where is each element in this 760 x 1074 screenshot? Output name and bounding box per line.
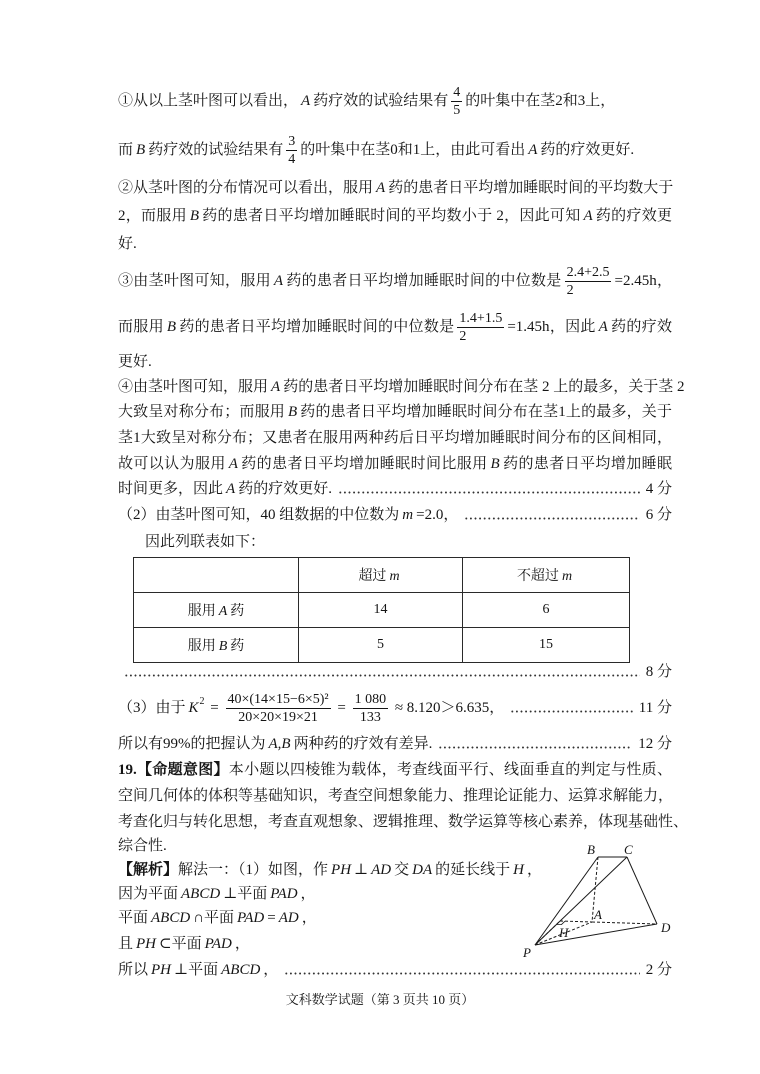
scored-line [118, 732, 672, 756]
text-run: 2，而服用 [118, 208, 187, 224]
dot-leader [338, 491, 640, 494]
math-variable: A [273, 273, 284, 289]
scored-line [118, 503, 672, 527]
text-run: 解法一：（1）如图，作 [178, 862, 329, 878]
text-run: 的叶集中在茎0和1上，由此可看出 [300, 142, 526, 158]
text-run: 空间几何体的体积等基础知识，考查空间想象能力、推理论证能力、运算求解能力， [118, 788, 674, 804]
text-line [118, 426, 672, 450]
contingency-table [133, 557, 630, 663]
text-run: 药的疗效更好. [540, 142, 635, 158]
superscript: 2 [199, 696, 205, 707]
text-run: 更好. [118, 354, 152, 370]
fraction [457, 311, 504, 344]
math-variable: B [189, 208, 200, 224]
text-run: ， [527, 862, 543, 878]
score-points: 8 分 [645, 664, 672, 680]
dot-leader [438, 746, 632, 749]
math-variable: A [301, 93, 311, 109]
math-variable: AD [371, 862, 392, 878]
fraction-numerator: 2.4+2.5 [566, 265, 610, 281]
text-run: 5 [377, 637, 384, 652]
text-run: ②从茎叶图的分布情况可以看出，服用 [118, 180, 374, 196]
math-variable: ABCD [221, 962, 261, 978]
text-line [118, 400, 672, 424]
dot-leader [124, 674, 640, 677]
table-cell [463, 628, 630, 663]
text-run: 交 [394, 862, 410, 878]
math-variable: A [583, 208, 593, 224]
text-run: 药疗效的试验结果有 [313, 93, 449, 109]
fraction [226, 692, 331, 725]
math-variable: PH [151, 962, 172, 978]
math-variable: B [166, 319, 177, 335]
fraction-denominator: 133 [353, 708, 389, 725]
text-run: ⊥平面 [223, 886, 268, 902]
math-variable: A [271, 379, 281, 395]
math-variable: m [389, 569, 400, 584]
text-line [118, 232, 672, 256]
text-run: 药的患者日平均增加睡眠时间的中位数是 [179, 319, 455, 335]
text-line [118, 452, 672, 476]
text-run: 综合性. [118, 838, 167, 854]
math-variable: PH [331, 862, 352, 878]
math-variable: B [287, 404, 298, 420]
text-line [118, 906, 518, 930]
text-line [118, 311, 672, 345]
text-run: 的延长线于 [435, 862, 511, 878]
text-run: 药 [230, 639, 245, 654]
dot-leader [510, 710, 632, 713]
text-run: ⊂平面 [159, 936, 202, 952]
math-variable: AD [278, 910, 299, 926]
text-line [118, 375, 685, 399]
text-run: （3）由于 [118, 700, 186, 716]
table-row [134, 593, 630, 628]
text-run: 药的患者日平均增加睡眠时间的平均数大于 [388, 180, 674, 196]
vertex-label-B: B [587, 842, 595, 857]
vertex-label-D: D [661, 920, 671, 935]
text-run: 服用 [187, 604, 216, 619]
table-header-cell [463, 558, 630, 593]
text-run: 且 [118, 936, 134, 952]
text-line [118, 134, 672, 168]
score-points: 12 分 [638, 736, 672, 752]
text-run: ， [300, 886, 316, 902]
edge-CD [627, 857, 657, 924]
math-variable: A,B [268, 736, 291, 752]
text-run: = [206, 700, 223, 716]
bold-heading: 【解析】 [118, 862, 179, 878]
table-header-cell [299, 558, 463, 593]
fraction-denominator: 5 [453, 103, 461, 119]
text-line [118, 932, 518, 956]
text-run: 的叶集中在茎2和3上， [465, 93, 616, 109]
text-run: 两种药的疗效有差异. [293, 736, 433, 752]
text-run: ③由茎叶图可知，服用 [118, 273, 271, 289]
table-cell [463, 593, 630, 628]
math-variable: A [376, 180, 386, 196]
fraction [286, 134, 297, 167]
score-points: 11 分 [638, 700, 672, 716]
math-variable: A [226, 481, 236, 497]
fraction-numerator: 3 [288, 134, 296, 150]
fraction-denominator: 20×20×19×21 [226, 708, 331, 725]
text-run: = [267, 910, 276, 926]
math-variable: B [136, 142, 146, 158]
math-variable: B [490, 456, 500, 472]
fraction [451, 85, 462, 118]
fraction-numerator: 1.4+1.5 [459, 311, 503, 327]
math-variable: A [218, 604, 228, 619]
text-run: ⊥平面 [174, 962, 219, 978]
text-run: 好. [118, 236, 137, 252]
table-header-row [134, 558, 630, 593]
text-run: ， [301, 910, 317, 926]
vertex-label-H: H [559, 925, 569, 940]
math-variable: A [598, 319, 608, 335]
text-run: 药的疗效更好. [238, 481, 332, 497]
text-run: =1.45h，因此 [507, 319, 596, 335]
text-run: ， [234, 936, 250, 952]
table-cell [299, 593, 463, 628]
text-run: 药的患者日平均增加睡眠时间分布在茎 2 上的最多，关于茎 2 [283, 379, 685, 395]
math-variable: PAD [237, 910, 265, 926]
text-run: ⊥ [354, 862, 369, 878]
text-run: 药疗效的试验结果有 [148, 142, 284, 158]
fraction-numerator: 4 [453, 85, 461, 101]
text-run: 15 [539, 637, 553, 652]
table-cell [299, 628, 463, 663]
text-run: 而 [118, 142, 134, 158]
text-run: 药的患者日平均增加睡眠时间的平均数小于 2，因此可知 [202, 208, 581, 224]
text-run: = [333, 700, 350, 716]
math-variable: PH [136, 936, 157, 952]
text-run: 药的患者日平均增加睡眠时间的中位数是 [286, 273, 562, 289]
text-run: 超过 [358, 569, 387, 584]
vertex-label-C: C [624, 842, 633, 857]
score-points: 6 分 [645, 507, 672, 523]
vertex-label-A: A [594, 907, 602, 922]
text-run: 大致呈对称分布；而服用 [118, 404, 285, 420]
score-points: 2 分 [645, 962, 672, 978]
math-variable: A [228, 456, 238, 472]
text-run: 药 [230, 604, 245, 619]
text-run: 药的患者日平均增加睡眠时间分布在茎1上的最多，关于 [300, 404, 672, 420]
scored-line [118, 477, 672, 501]
text-run: 因为平面 [118, 886, 179, 902]
text-line [118, 810, 689, 834]
text-run: （2）由茎叶图可知，40 组数据的中位数为 [118, 507, 400, 523]
dot-leader [284, 972, 639, 975]
text-run: 药的患者日平均增加睡眠时间比服用 [240, 456, 488, 472]
vertex-label-P: P [523, 945, 531, 960]
math-variable: ABCD [181, 886, 221, 902]
text-line [118, 85, 672, 119]
scored-line [118, 660, 672, 684]
text-line [118, 350, 672, 374]
score-points: 4 分 [645, 481, 672, 497]
fraction [565, 265, 612, 298]
text-run: 故可以认为服用 [118, 456, 226, 472]
dot-leader [464, 517, 639, 520]
pyramid-figure [515, 838, 680, 963]
math-variable: PAD [270, 886, 298, 902]
text-run: 所以 [118, 962, 149, 978]
text-run: 本小题以四棱锥为载体，考查线面平行、线面垂直的判定与性质、 [228, 762, 672, 778]
text-run: 平面 [118, 910, 149, 926]
text-run: ④由茎叶图可知，服用 [118, 379, 269, 395]
math-variable: PAD [204, 936, 232, 952]
text-run: 药的疗效 [610, 319, 672, 335]
math-variable: DA [412, 862, 433, 878]
text-line [118, 265, 672, 299]
text-run: ∩平面 [193, 910, 235, 926]
text-run: =2.0， [416, 507, 459, 523]
math-variable: H [513, 862, 525, 878]
fraction-numerator: 1 080 [354, 691, 387, 707]
table-cell [134, 628, 299, 663]
text-run: 药的患者日平均增加睡眠 [502, 456, 672, 472]
text-run: ≈ 8.120＞6.635， [391, 700, 505, 716]
text-run: 不超过 [516, 569, 559, 584]
text-run: 考查化归与转化思想，考查直观想象、逻辑推理、数学运算等核心素养，体现基础性、 [118, 814, 689, 830]
text-run: ， [263, 962, 279, 978]
fraction [353, 692, 389, 725]
text-run: 因此列联表如下： [145, 534, 266, 550]
math-variable: m [402, 507, 414, 523]
bold-heading: 19.【命题意图】 [118, 762, 229, 778]
fraction-denominator: 4 [288, 152, 296, 168]
math-variable: B [218, 639, 228, 654]
edge-AD-hidden [592, 922, 657, 924]
math-variable: K [188, 700, 199, 716]
text-line [118, 758, 672, 782]
scored-line [118, 691, 672, 725]
fraction-numerator: 40×(14×15−6×5)² [227, 691, 329, 707]
text-line [118, 176, 672, 200]
math-variable: A [528, 142, 538, 158]
math-variable: ABCD [151, 910, 191, 926]
text-line [145, 530, 672, 554]
math-variable: m [561, 569, 573, 584]
text-line [118, 784, 672, 808]
page-footer: 文科数学试题（第 3 页共 10 页） [285, 992, 475, 1007]
text-line [118, 882, 518, 906]
text-run: 14 [373, 602, 388, 617]
text-run: =2.45h， [614, 273, 672, 289]
text-line [118, 204, 672, 228]
text-run: 而服用 [118, 319, 164, 335]
text-run: 药的疗效更 [595, 208, 672, 224]
text-run: ①从以上茎叶图可以看出， [118, 93, 299, 109]
text-run: 服用 [187, 639, 216, 654]
fraction-denominator: 2 [565, 281, 612, 298]
fraction-denominator: 2 [457, 327, 504, 344]
text-run: 茎1大致呈对称分布；又患者在服用两种药后日平均增加睡眠时间分布的区间相同， [118, 430, 672, 446]
table-header-cell [134, 558, 299, 593]
text-run: 时间更多，因此 [118, 481, 224, 497]
text-run: 所以有99%的把握认为 [118, 736, 266, 752]
text-run: 6 [542, 602, 550, 617]
table-row [134, 628, 630, 663]
text-line [118, 858, 543, 882]
table-cell [134, 593, 299, 628]
